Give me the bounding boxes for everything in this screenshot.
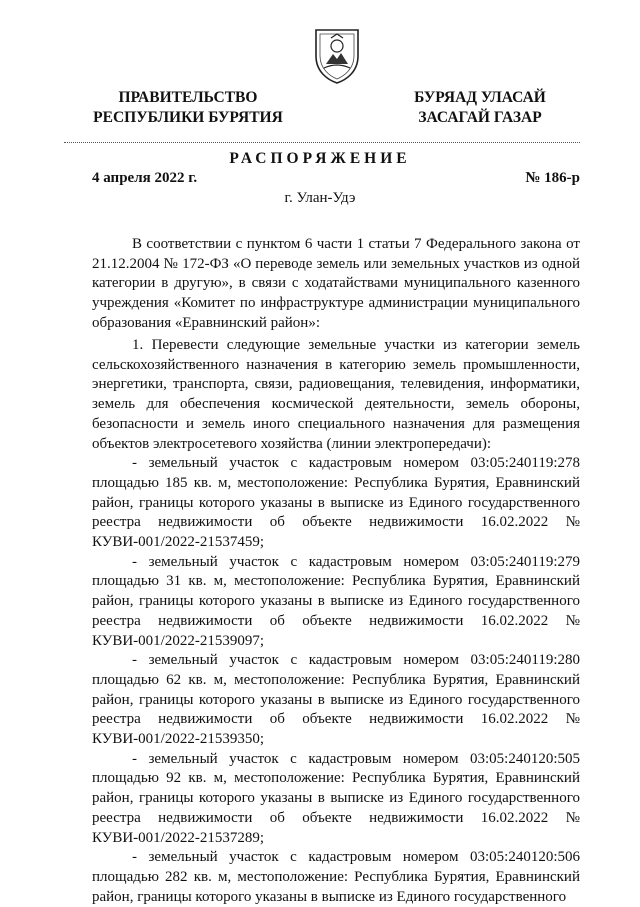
- list-item: - земельный участок с кадастровым номером 03:05:240119:279 площадью 31 кв. м, местоположение: Республика Бурятия, Еравнинский район, границы которого указаны в выписке из Единого государственного реестра недвижимости об объекте недвижимости 16.02.2022 № КУВИ-001/2022-21539097;: [92, 553, 580, 649]
- intro-paragraph: [92, 235, 580, 334]
- issuer-bua: [400, 88, 560, 128]
- issuer-ru-line2: РЕСПУБЛИКИ БУРЯТИЯ: [93, 109, 283, 126]
- document-city: г. Улан-Удэ: [284, 190, 356, 206]
- issuer-ru: [88, 88, 288, 128]
- issuer-ru-line1: ПРАВИТЕЛЬСТВО: [118, 89, 258, 106]
- list-item: - земельный участок с кадастровым номером 03:05:240120:506 площадью 282 кв. м, местоположение: Республика Бурятия, Еравнинский район, границы которого указаны в выписке из Единого государственного: [92, 849, 580, 905]
- issuer-bua-line2: ЗАСАГАЙ ГАЗАР: [418, 109, 542, 126]
- header-divider: [64, 142, 580, 143]
- main-text: [92, 336, 580, 907]
- coat-of-arms-icon: [312, 26, 362, 84]
- list-item: - земельный участок с кадастровым номером 03:05:240119:280 площадью 62 кв. м, местоположение: Республика Бурятия, Еравнинский район, границы которого указаны в выписке из Единого государственного реестра недвижимости об объекте недвижимости 16.02.2022 № КУВИ-001/2022-21539350;: [92, 652, 580, 748]
- issuer-bua-line1: БУРЯАД УЛАСАЙ: [414, 89, 546, 106]
- intro-text: В соответствии с пунктом 6 части 1 статьи 7 Федерального закона от 21.12.2004 № 172-ФЗ «О переводе земель или земельных участков из одной категории в другую», в связи с ходатайствами муниципального казенного учреждения «Комитет по инфраструктуре администрации муниципального образования «Еравнинский район»:: [92, 236, 580, 331]
- point-1: 1. Перевести следующие земельные участки из категории земель сельскохозяйственного назначения в категорию земель промышленности, энергетики, транспорта, связи, радиовещания, телевидения, информатики, земель для обеспечения космической деятельности, земель обороны, безопасности и земель иного специального назначения для размещения объектов электросетевого хозяйства (линии электропередачи):: [92, 337, 580, 452]
- document-date: 4 апреля 2022 г.: [92, 170, 198, 186]
- list-item: - земельный участок с кадастровым номером 03:05:240119:278 площадью 185 кв. м, местоположение: Республика Бурятия, Еравнинский район, границы которого указаны в выписке из Единого государственного реестра недвижимости об объекте недвижимости 16.02.2022 № КУВИ-001/2022-21537459;: [92, 455, 580, 551]
- document-title: РАСПОРЯЖЕНИЕ: [229, 150, 411, 167]
- document-number: № 186-р: [525, 170, 580, 186]
- list-item: - земельный участок с кадастровым номером 03:05:240120:505 площадью 92 кв. м, местоположение: Республика Бурятия, Еравнинский район, границы которого указаны в выписке из Единого государственного реестра недвижимости об объекте недвижимости 16.02.2022 № КУВИ-001/2022-21537289;: [92, 750, 580, 846]
